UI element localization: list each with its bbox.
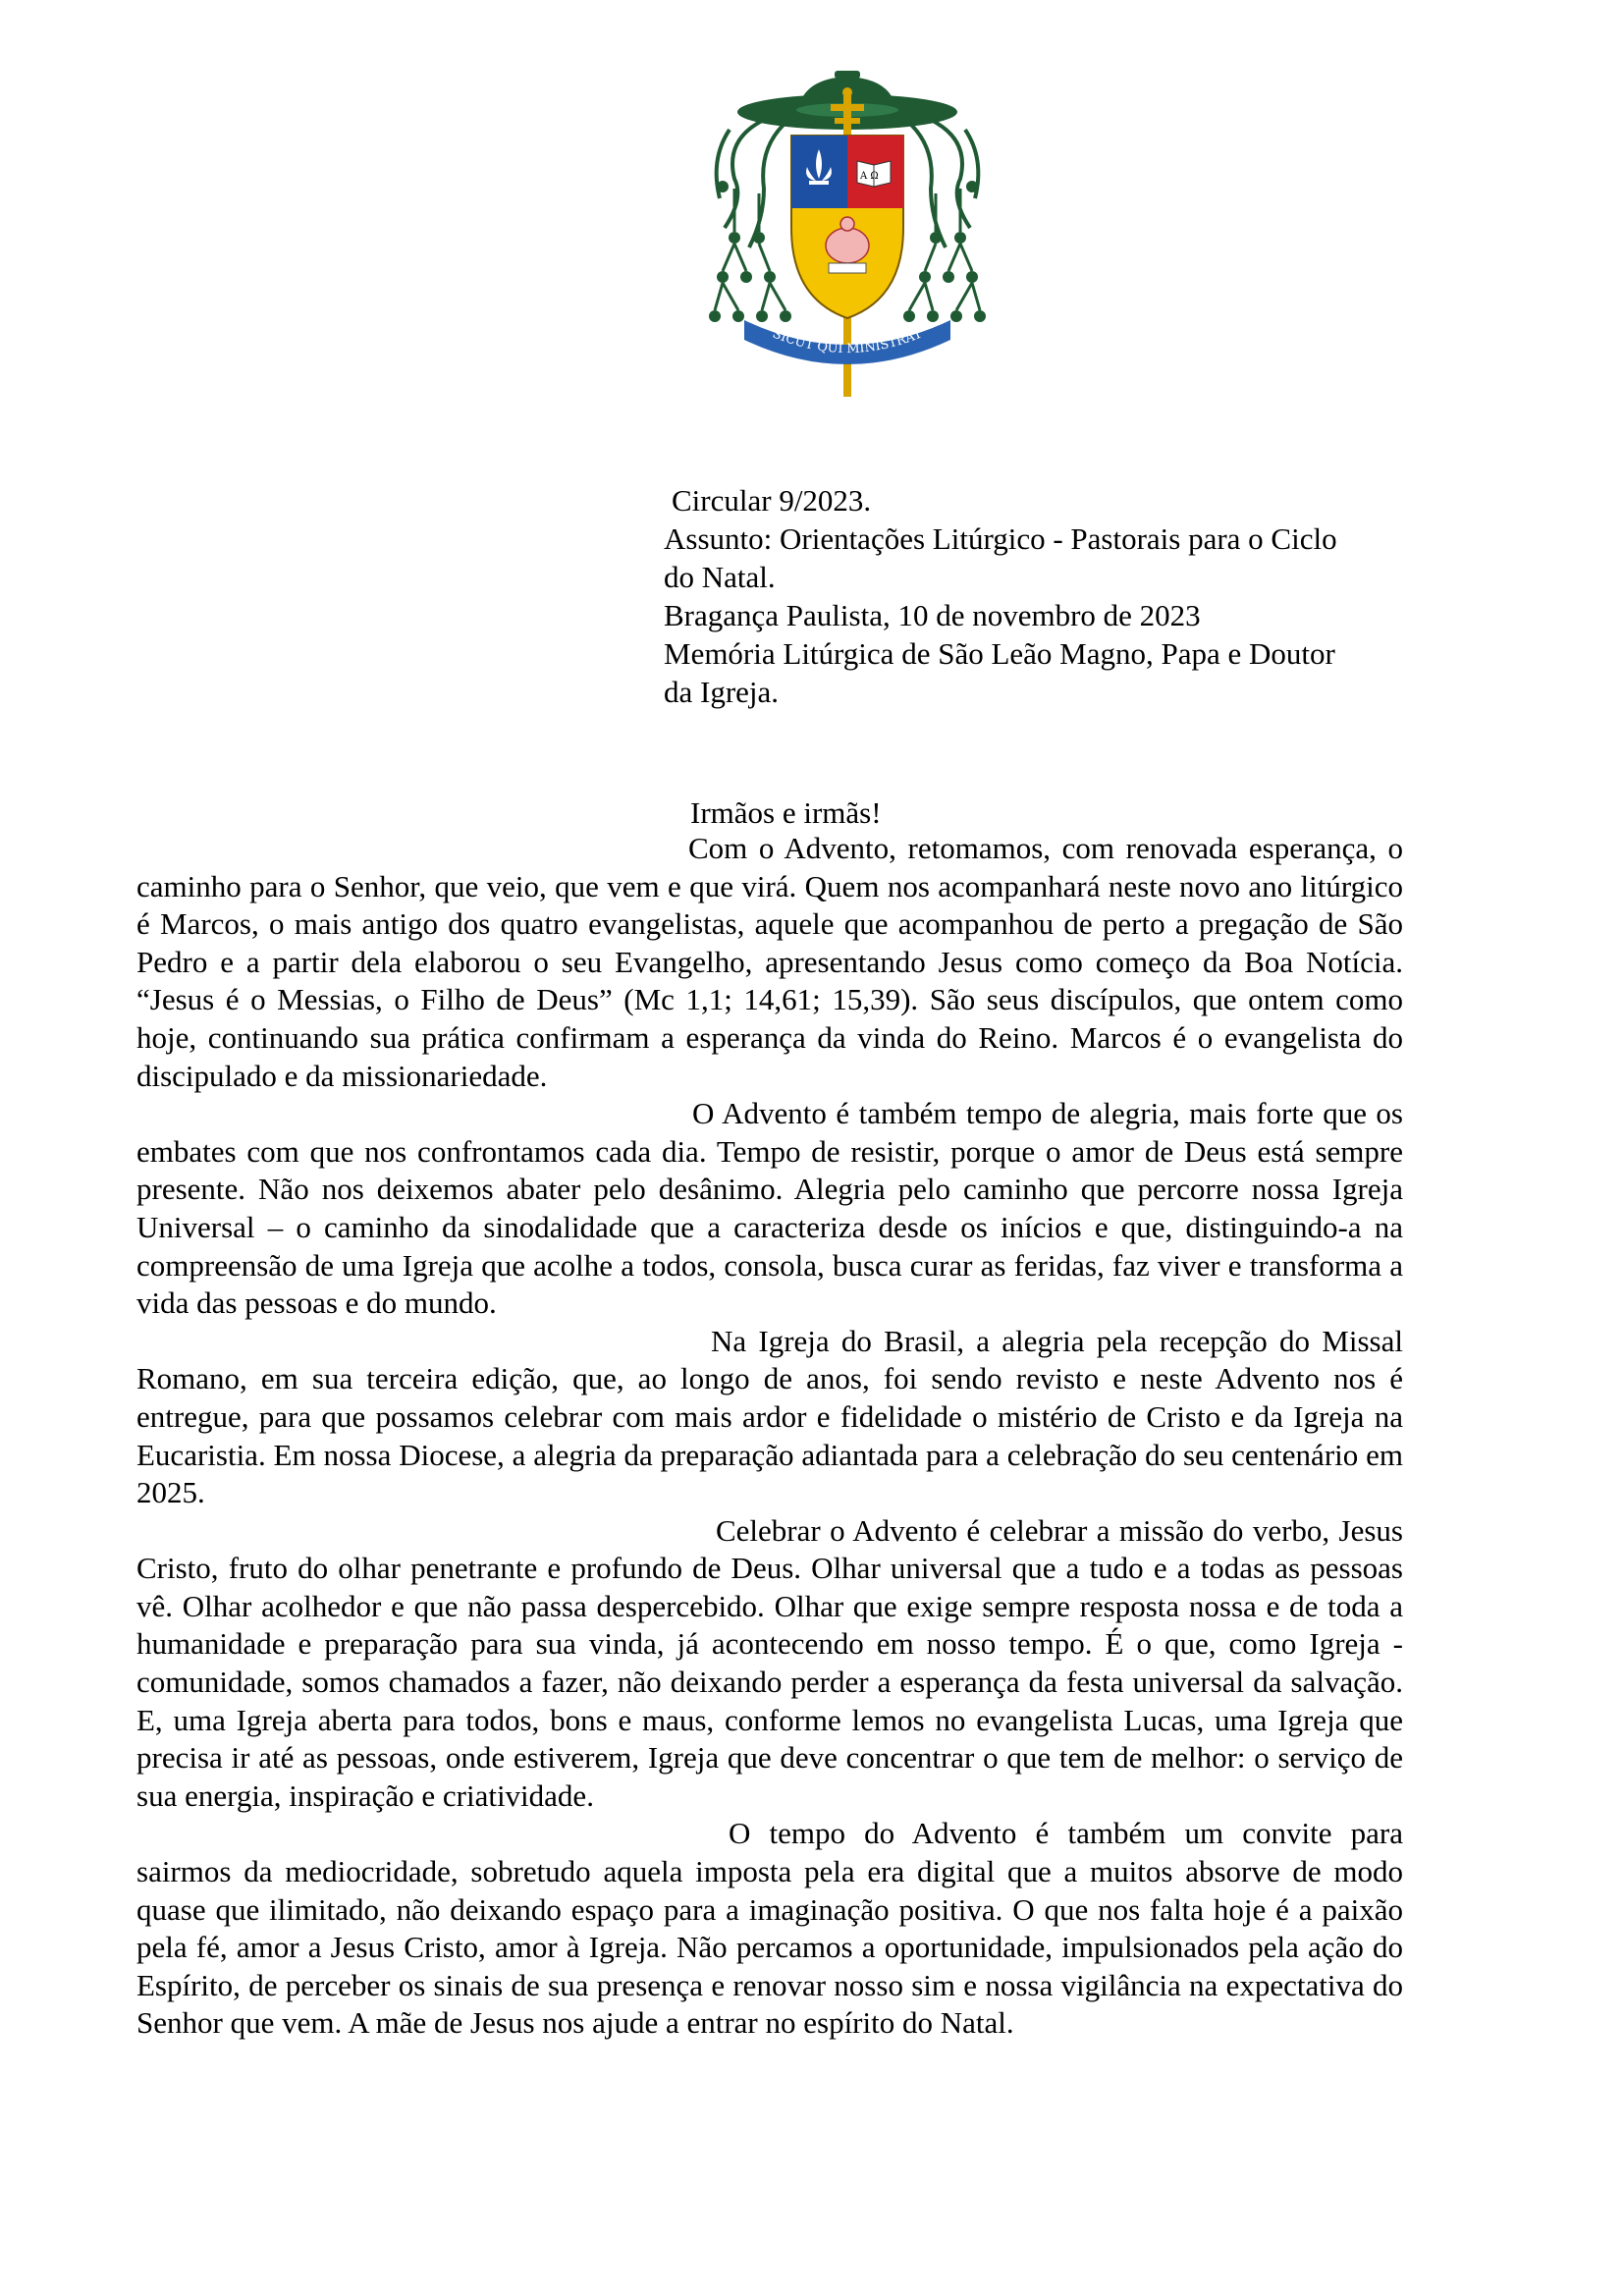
- paragraph-advent-hope: Com o Advento, retomamos, com renovada esperança, o caminho para o Senhor, que veio, que vem e que virá. Quem nos acompanhará neste novo ano litúrgico é Marcos, o mais antigo dos quatro evangelistas, aquele que acompanhou de perto a pregação de São Pedro e a partir dela elaborou o seu Evangelho, apresentando Jesus como começo da Boa Notícia. “Jesus é o Messias, o Filho de Deus” (Mc 1,1; 14,61; 15,39). São seus discípulos, que ontem como hoje, continuando sua prática confirmam a esperança da vinda do Reino. Marcos é o evangelista do discipulado e da missionariedade.: [136, 831, 1403, 1093]
- motto-text: SICUT QUI MINISTRAT: [770, 326, 925, 357]
- paragraph-advent-joy: O Advento é também tempo de alegria, mais forte que os embates com que nos confrontamos cada dia. Tempo de resistir, porque o amor de Deus está sempre presente. Não nos deixemos abater pelo desânimo. Alegria pelo caminho que percorre nossa Igreja Universal – o caminho da sinodalidade que a caracteriza desde os inícios e que, distinguindo-a na compreensão de uma Igreja que acolhe a todos, consola, busca curar as feridas, faz viver e transforma a vida das pessoas e do mundo.: [136, 1096, 1403, 1321]
- open-book-icon: [857, 161, 891, 187]
- coat-of-arms: [705, 71, 990, 414]
- paragraph-invitation: O tempo do Advento é também um convite para sairmos da mediocridade, sobretudo aquela imposta pela era digital que a muitos absorve de modo quase que ilimitado, não deixando espaço para a imaginação positiva. O que nos falta hoje é a paixão pela fé, amor a Jesus Cristo, amor à Igreja. Não percamos a oportunidade, impulsionados pela ação do Espírito, de perceber os sinais de sua presença e renovar nosso sim e nossa vigilância na expectativa do Senhor que vem. A mãe de Jesus nos ajude a entrar no espírito do Natal.: [136, 1816, 1403, 2041]
- subject-line: Assunto: Orientações Litúrgico - Pastorais para o Ciclo: [664, 521, 1337, 556]
- paragraph-mission-of-word: Celebrar o Advento é celebrar a missão do verbo, Jesus Cristo, fruto do olhar penetrante e profundo de Deus. Olhar universal que a tudo e a todas as pessoas vê. Olhar acolhedor e que não passa despercebido. Olhar que exige sempre resposta nossa e de toda a humanidade e preparação para sua vinda, já acontecendo em nosso tempo. É o que, como Igreja - comunidade, somos chamados a fazer, não deixando perder a esperança da festa universal da salvação. E, uma Igreja aberta para todos, bons e maus, conforme lemos no evangelista Lucas, uma Igreja que precisa ir até as pessoas, onde estiverem, Igreja que deve concentrar o que tem de melhor: o serviço de sua energia, inspiração e criatividade.: [136, 1512, 1403, 1813]
- subject-line-continued: do Natal.: [664, 560, 776, 594]
- paragraph-roman-missal: Na Igreja do Brasil, a alegria pela recepção do Missal Romano, em sua terceira edição, que, ao longo de anos, foi sendo revisto e neste Advento nos é entregue, para que possamos celebrar com mais ardor e fidelidade o mistério de Cristo e da Igreja na Eucaristia. Em nossa Diocese, a alegria da preparação adiantada para a celebração do seu centenário em 2025.: [136, 1323, 1403, 1510]
- greeting: Irmãos e irmãs!: [690, 795, 882, 830]
- shield-icon: [791, 136, 903, 318]
- circular-header: [664, 481, 1410, 711]
- place-date: Bragança Paulista, 10 de novembro de 2023: [664, 598, 1201, 632]
- liturgical-memorial-continued: da Igreja.: [664, 675, 780, 709]
- liturgical-memorial: Memória Litúrgica de São Leão Magno, Papa e Doutor: [664, 636, 1335, 671]
- book-letters: Α Ω: [860, 171, 879, 182]
- circular-number: Circular 9/2023.: [672, 483, 872, 518]
- letter-body: [136, 830, 1403, 2043]
